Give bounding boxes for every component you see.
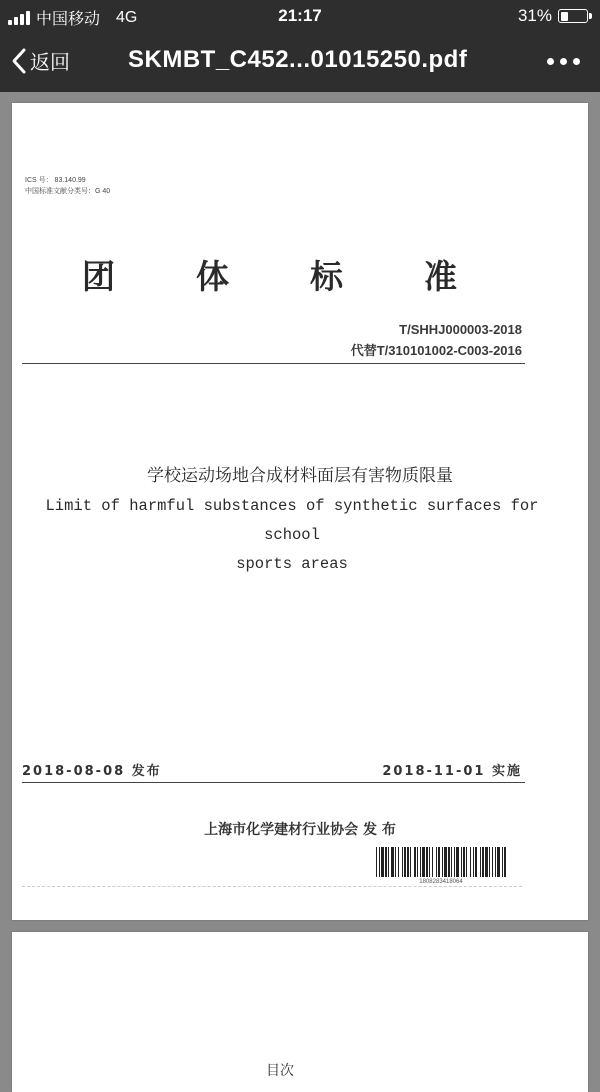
barcode-bar: [497, 847, 500, 877]
more-options-button[interactable]: [547, 58, 580, 65]
barcode-bar: [485, 847, 488, 877]
navigation-bar: [0, 32, 600, 92]
barcode-bar: [404, 847, 406, 877]
standard-number-block: [351, 319, 522, 361]
back-label: 返回: [30, 52, 70, 74]
barcode-bar: [461, 847, 462, 877]
barcode-bar: [429, 847, 430, 877]
more-dots-icon: [547, 58, 554, 65]
barcode-bar: [463, 847, 465, 877]
chevron-left-icon: [10, 47, 28, 75]
network-type: 4G: [116, 8, 138, 26]
barcode-number: 1808283418064: [419, 879, 463, 885]
standard-number: T/SHHJ000003-2018: [399, 322, 522, 337]
standard-type-heading: [12, 251, 588, 296]
barcode-bar: [454, 847, 455, 877]
barcode-bar: [480, 847, 481, 877]
ccs-number: 中国标准文献分类号：G 40: [25, 188, 111, 195]
barcode-bar: [470, 847, 471, 877]
barcode-bar: [379, 847, 380, 877]
barcode-bar: [426, 847, 428, 877]
pdf-page-2[interactable]: [12, 932, 588, 1092]
barcode-bar: [475, 847, 477, 877]
title-english-line-1: Limit of harmful substances of synthetic surfaces for school: [45, 497, 539, 544]
barcode-bar: [376, 847, 377, 877]
heading-char: 准: [424, 257, 457, 296]
barcode-bar: [495, 847, 496, 877]
pdf-page-1[interactable]: [12, 103, 588, 920]
document-title: SKMBT_C452...01015250.pdf: [128, 46, 468, 73]
implementation-date: 2018-11-01 实施: [382, 764, 522, 779]
barcode-bar: [422, 847, 425, 877]
barcode-bar: [438, 847, 440, 877]
barcode: [376, 847, 506, 877]
battery-icon: [558, 9, 588, 23]
heading-char: 标: [310, 257, 343, 296]
barcode-bar: [388, 847, 389, 877]
battery-fill: [561, 12, 568, 21]
issue-date: 2018-08-08 发布: [22, 764, 162, 779]
barcode-bar: [466, 847, 467, 877]
barcode-bar: [456, 847, 459, 877]
barcode-bar: [398, 847, 399, 877]
heading-char: 体: [196, 257, 229, 296]
title-chinese: 学校运动场地合成材料面层有害物质限量: [147, 466, 453, 486]
page-2-heading: 目次: [266, 1063, 294, 1079]
barcode-bar: [489, 847, 490, 877]
battery-percent: 31%: [517, 6, 552, 25]
barcode-bar: [451, 847, 452, 877]
header-divider: [22, 363, 525, 364]
title-english-line-2: sports areas: [236, 555, 348, 573]
barcode-bar: [414, 847, 416, 877]
barcode-bar: [420, 847, 421, 877]
barcode-bar: [492, 847, 493, 877]
barcode-bar: [417, 847, 418, 877]
barcode-bar: [395, 847, 396, 877]
barcode-bar: [482, 847, 484, 877]
more-dot: [573, 58, 580, 65]
barcode-bar: [402, 847, 403, 877]
back-button[interactable]: [10, 46, 70, 75]
barcode-bar: [385, 847, 387, 877]
barcode-bar: [504, 847, 506, 877]
status-bar-right: [518, 6, 588, 26]
barcode-bar: [410, 847, 411, 877]
barcode-bar: [444, 847, 447, 877]
publisher: 上海市化学建材行业协会 发 布: [204, 822, 396, 838]
barcode-bar: [391, 847, 394, 877]
footer-divider: [22, 782, 525, 783]
barcode-bar: [473, 847, 474, 877]
barcode-bar: [436, 847, 437, 877]
ics-number: ICS 号： 83.140.99: [25, 177, 86, 184]
barcode-bar: [442, 847, 443, 877]
classification-codes: [25, 175, 110, 197]
barcode-bar: [381, 847, 384, 877]
more-dot: [560, 58, 567, 65]
status-bar: [0, 0, 600, 32]
barcode-bar: [432, 847, 433, 877]
heading-char: 团: [82, 257, 115, 296]
replaces-standard: 代替T/310101002-C003-2016: [350, 343, 522, 358]
barcode-bar: [502, 847, 503, 877]
title-english: [32, 492, 552, 579]
barcode-bar: [448, 847, 450, 877]
barcode-bar: [407, 847, 409, 877]
clock: 21:17: [278, 6, 322, 25]
cut-line: [22, 886, 522, 887]
carrier-name: 中国移动: [36, 11, 101, 28]
